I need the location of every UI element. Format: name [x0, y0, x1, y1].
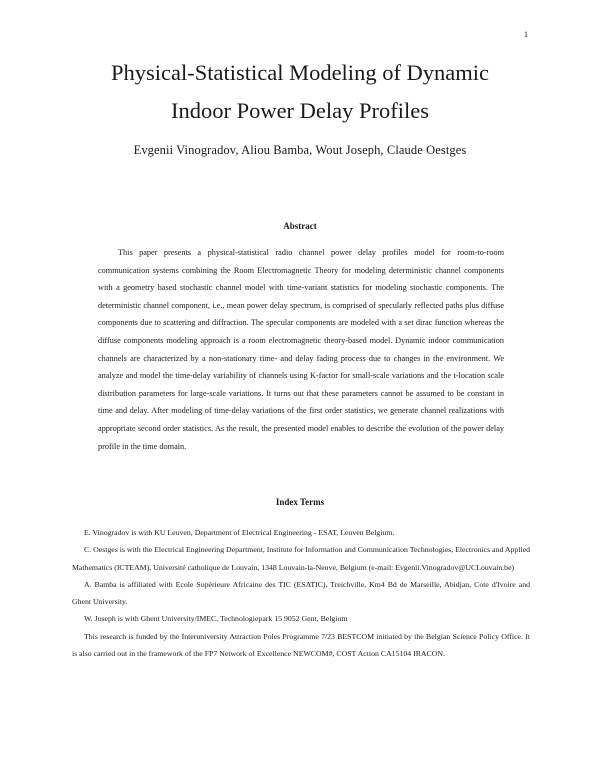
- page-number: 1: [524, 30, 528, 39]
- footnote-joseph: W. Joseph is with Ghent University/IMEC, Technologiepark 15 9052 Gent, Belgium: [84, 614, 348, 624]
- abstract-heading: Abstract: [283, 221, 317, 231]
- title-line-1: Physical-Statistical Modeling of Dynamic: [110, 60, 490, 85]
- index-terms-heading: Index Terms: [275, 497, 325, 507]
- footnote-bamba: A. Bamba is affiliated with Ecole Supérieure Africaine des TIC (ESATIC), Treichville, Km4 Bd de Marseille, Abidjan, Cote d'Ivoire and Ghent University.: [72, 579, 530, 607]
- abstract-body: This paper presents a physical-statistical radio channel power delay profiles model for room-to-room communication systems combining the Room Electromagnetic Theory for modeling deterministic channel components with a geometry based stochastic channel model with time-variant statistics for modeling stochastic components. The deterministic channel component, i.e., mean power delay spectrum, is comprised of specularly reflected paths plus diffuse components due to scattering and diffraction. The specular components are modeled with a set dirac function whereas the diffuse components modeling approach is a room electromagnetic theory-based model. Dynamic indoor communication channels are characterized by a non-stationary time- and delay fading process due to changes in the environment. We analyze and model the time-delay variability of channels using K-factor for small-scale variations and the t-location scale distribution parameters for large-scale variations. It turns out that these parameters cannot be assumed to be constant in time and delay. After modeling of time-delay variations of the first order statistics, we generate channel realizations with appropriate second order statistics. As the result, the presented model enables to describe the evolution of the power delay profile in the time domain.: [98, 248, 504, 451]
- footnotes: [72, 524, 530, 662]
- footnote-vinogradov: E. Vinogradov is with KU Leuven, Department of Electrical Engineering - ESAT, Leuven Belgium.: [84, 528, 395, 537]
- footnote-funding: This research is funded by the Interuniversity Attraction Poles Programme 7/23 BESTCOM initiated by the Belgian Science Policy Office. It is also carried out in the framework of the FP7 Network of Excellence NEWCOM#, COST Action CA15104 IRACON.: [72, 631, 530, 659]
- author-list: Evgenii Vinogradov, Aliou Bamba, Wout Joseph, Claude Oestges: [133, 143, 467, 157]
- paper-title: [0, 54, 600, 130]
- footnote-oestges: C. Oestges is with the Electrical Engineering Department, Institute for Information and Communication Technologies, Electronics and Applied Mathematics (ICTEAM), Université catholique de Louvain, 1348 Louvain-la-Neuve, Belgium (e-mail: Evgenii.Vinogradov@UCLouvain.be): [72, 545, 531, 572]
- title-line-2: Indoor Power Delay Profiles: [170, 98, 430, 123]
